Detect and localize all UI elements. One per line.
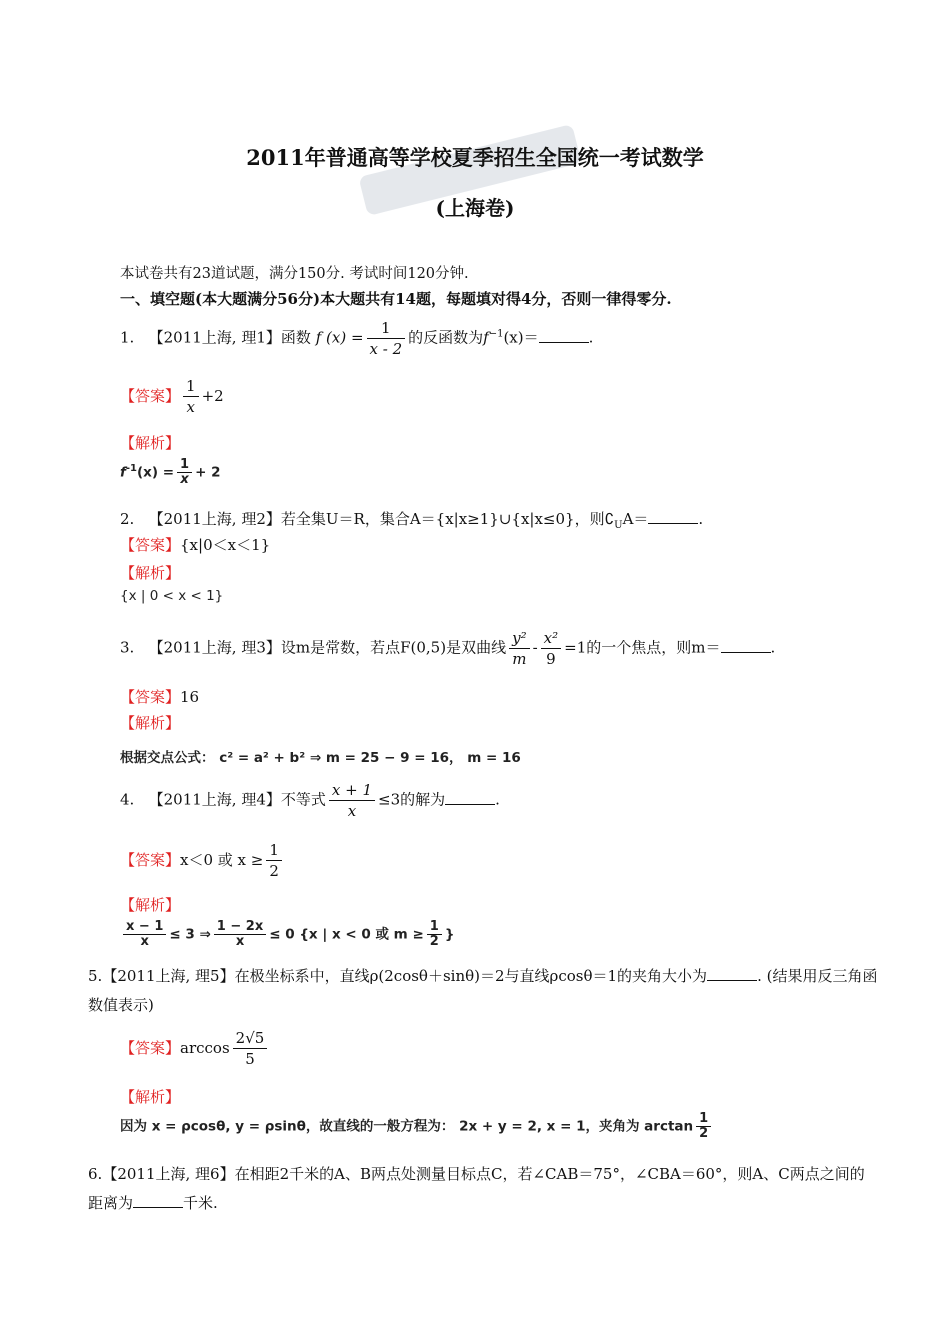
solution-2: {x | 0 < x < 1}	[120, 588, 224, 604]
solution-3: 根据交点公式： c² = a² + b² ⇒ m = 25 − 9 = 16， m = 16	[120, 750, 521, 766]
answer-blank	[133, 1193, 183, 1208]
question-1: 1. 【2011上海, 理1】函数 f (x) = $\frac{1}{x - 2}$ 的反函数为$f^{-1}(x)=$ .	[120, 319, 594, 358]
question-4: 4. 【2011上海, 理4】不等式 $\frac{x + 1}{x}$ ≤3的解为 .	[120, 781, 500, 820]
answer-blank	[707, 966, 757, 981]
analysis-label-5: 【解析】	[120, 1088, 181, 1106]
page-subtitle: (上海卷)	[435, 196, 515, 220]
analysis-label-1: 【解析】	[120, 434, 181, 452]
answer-5: 【答案】arccos $\frac{2√5}{5}$	[120, 1028, 270, 1069]
answer-blank	[445, 790, 495, 805]
answer-4: 【答案】x＜0 或 x ≥ $\frac{1}{2}$	[120, 840, 285, 881]
question-3: 3. 【2011上海, 理3】设m是常数，若点F(0,5)是双曲线 $\frac{\text{y²}}{m}$ - $\frac{\text{x²}}{9}$ =1的一个焦点，则m＝ .	[120, 629, 776, 668]
question-6: 6.【2011上海, 理6】在相距2千米的A、B两点处测量目标点C，若∠CAB＝75°，∠CBA＝60°，则A、C两点之间的距离为 千米.	[88, 1165, 865, 1212]
answer-blank	[721, 638, 771, 653]
question-2: 2. 【2011上海, 理2】若全集U＝R，集合A＝{x|x≥1}∪{x|x≤0}，则$∁_UA=$ .	[120, 510, 704, 531]
analysis-label-3: 【解析】	[120, 714, 181, 732]
answer-blank	[648, 509, 698, 524]
analysis-label-4: 【解析】	[120, 896, 181, 914]
solution-5: 因为 x = ρcosθ, y = ρsinθ，故直线的一般方程为： 2x + y = 2, x = 1，夹角为 arctan $\frac{1}{2}$	[120, 1112, 714, 1141]
answer-blank	[539, 328, 589, 343]
answer-2: 【答案】{x|0＜x＜1}	[120, 536, 271, 554]
intro-text: 本试卷共有23道试题，满分150分. 考试时间120分钟.	[120, 266, 469, 282]
question-5: 5.【2011上海, 理5】在极坐标系中，直线ρ(2cosθ＋sinθ)＝2与直线ρcosθ＝1的夹角大小为 . (结果用反三角函数值表示)	[88, 967, 878, 1014]
page-title: 2011年普通高等学校夏季招生全国统一考试数学	[246, 145, 704, 170]
analysis-label-2: 【解析】	[120, 564, 181, 582]
section-heading: 一、填空题(本大题满分56分)本大题共有14题，每题填对得4分，否则一律得零分.	[120, 290, 672, 308]
answer-3: 【答案】16	[120, 688, 200, 706]
fraction: $\frac{1}{x - 2}$	[367, 318, 406, 359]
answer-1: 【答案】 $\frac{1}{x}$ +2	[120, 377, 224, 416]
solution-4: $\frac{x - 1}{x}$ ≤ 3 ⇒ $\frac{1 - 2x}{x}$ ≤ 0 {x | x < 0 或 m ≥ $\frac{1}{2}$ }	[120, 920, 454, 949]
solution-1: $f^{-1}(x)$ = $\frac{1}{x}$ + 2	[120, 457, 221, 487]
